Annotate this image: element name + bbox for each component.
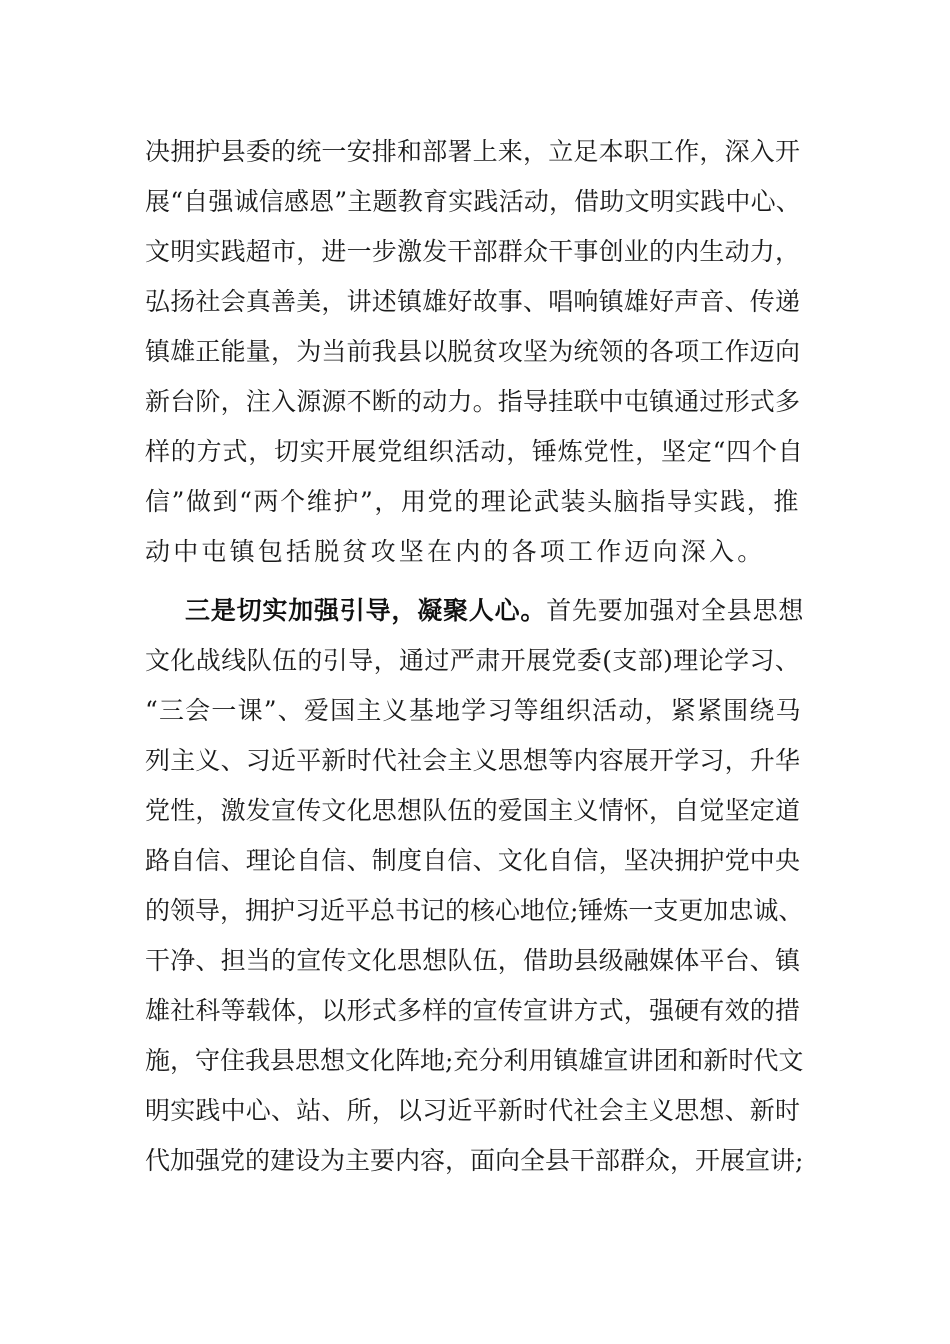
- paragraph1-line-4: 弘扬社会真善美，讲述镇雄好故事、唱响镇雄好声音、传递: [145, 287, 801, 316]
- paragraph2-line-3: “三会一课”、爱国主义基地学习等组织活动，紧紧围绕马: [145, 696, 802, 725]
- paragraph2-line-5: 党性，激发宣传文化思想队伍的爱国主义情怀，自觉坚定道: [145, 796, 801, 825]
- paragraph1-line-9: 动中屯镇包括脱贫攻坚在内的各项工作迈向深入。: [145, 537, 766, 566]
- paragraph2-line-7: 的领导，拥护习近平总书记的核心地位;锤炼一支更加忠诚、: [145, 896, 804, 925]
- paragraph2-line-10: 施，守住我县思想文化阵地;充分利用镇雄宣讲团和新时代文: [145, 1046, 804, 1075]
- paragraph2-line-9: 雄社科等载体，以形式多样的宣传宣讲方式，强硬有效的措: [145, 996, 801, 1025]
- paragraph2-heading: 三是切实加强引导，凝聚人心。: [185, 596, 547, 625]
- paragraph1-line-8: 信”做到“两个维护”，用党的理论武装头脑指导实践，推: [145, 487, 800, 516]
- paragraph1-line-5: 镇雄正能量，为当前我县以脱贫攻坚为统领的各项工作迈向: [145, 337, 801, 366]
- paragraph2-line-6: 路自信、理论自信、制度自信、文化自信，坚决拥护党中央: [145, 846, 801, 875]
- paragraph2-line-4: 列主义、习近平新时代社会主义思想等内容展开学习，升华: [145, 746, 801, 775]
- paragraph2-line-2: 文化战线队伍的引导，通过严肃开展党委(支部)理论学习、: [145, 646, 801, 675]
- paragraph1-line-3: 文明实践超市，进一步激发干部群众干事创业的内生动力，: [145, 237, 801, 266]
- paragraph2-first-line: [185, 596, 804, 626]
- paragraph2-line-11: 明实践中心、站、所，以习近平新时代社会主义思想、新时: [145, 1096, 801, 1125]
- paragraph1-line-6: 新台阶，注入源源不断的动力。指导挂联中屯镇通过形式多: [145, 387, 801, 416]
- paragraph1-line-7: 样的方式，切实开展党组织活动，锤炼党性，坚定“四个自: [145, 437, 804, 466]
- paragraph1-line-2: 展“自强诚信感恩”主题教育实践活动，借助文明实践中心、: [145, 187, 801, 216]
- paragraph2-line-12: 代加强党的建设为主要内容，面向全县干部群众，开展宣讲;: [145, 1146, 804, 1175]
- paragraph2-first-line-rest: 首先要加强对全县思想: [546, 596, 805, 625]
- paragraph2-line-8: 干净、担当的宣传文化思想队伍，借助县级融媒体平台、镇: [145, 946, 801, 975]
- paragraph1-line-1: 决拥护县委的统一安排和部署上来，立足本职工作，深入开: [145, 137, 801, 166]
